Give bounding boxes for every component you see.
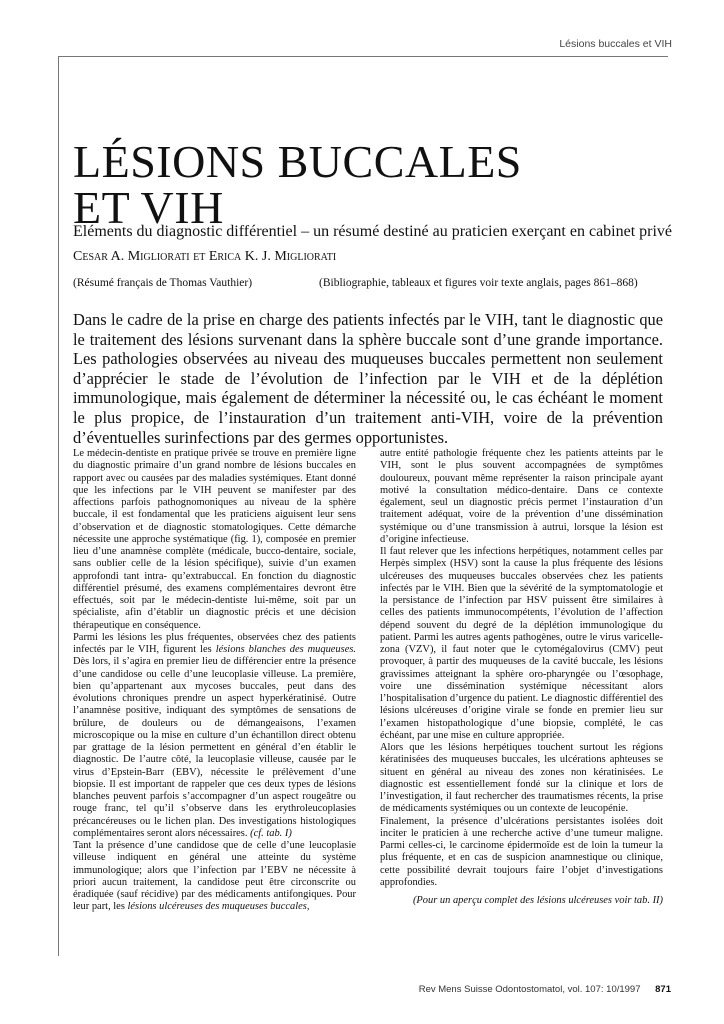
frame-left-rule <box>58 56 59 956</box>
left-p2-table-reference: (cf. tab. I) <box>250 827 292 839</box>
translation-note: (Résumé français de Thomas Vauthier) <box>73 277 253 289</box>
left-p2-text-a: Parmi les lésions les plus fréquentes, observées chez des patients infectés par le VIH, figurent les <box>73 631 356 655</box>
frame-top-rule <box>58 56 668 57</box>
right-paragraph-1: autre entité pathologie fréquente chez les patients atteints par le VIH, sont le plus souvent accompagnées de symptômes douloureux, pouvant même représenter la raison principale ayant motivé la consultation médico-dentaire. Dans ce contexte également, seul un diagnostic précis permet l’instauration d’un traitement adéquat, voire de la prévention d’une dissémination systémique ou d’une transmission à autrui, lorsque la lésion est d’origine infectieuse. <box>380 448 663 545</box>
left-p3-text: Tant la présence d’une candidose que de celle d’une leucoplasie villeuse indiquent en général une atteinte du système immunologique; alors que l’infection par l’EBV ne nécessite à priori aucun traitement, la candidose peut être circonscrite ou éradiquée (sauf récidive) par des médicaments antifongiques. Pour leur part, les <box>73 840 356 913</box>
left-p2-emphasis: lésions blanches des muqueuses. <box>215 644 357 655</box>
body-column-right <box>380 448 663 907</box>
running-head: Lésions buccales et VIH <box>559 38 672 50</box>
lead-paragraph: Dans le cadre de la prise en charge des patients infectés par le VIH, tant le diagnostic que le traitement des lésions survenant dans la sphère buccale sont d’une grande importance. Les pathologies observées au niveau des muqueuses buccales permettent non seulement d’apprécier le stade de l’évolution de l’infection par le VIH et de la déplétion immunologique, mais également de déterminer la nécessité ou, le cas échéant le moment le plus propice, de l’instauration d’un traitement anti-VIH, voire de la prévention d’éventuelles surinfections par des germes opportunistes. <box>73 310 663 447</box>
right-paragraph-2: Il faut relever que les infections herpétiques, notamment celles par Herpès simplex (HSV) sont la cause la plus fréquente des lésions ulcéreuses des muqueuses buccales observées chez les patients infectés par le VIH. Bien que la sévérité de la symptomatologie et la persistance de l’infection par HSV puissent être similaires à celles des patients immunocompétents, l’évolution de l’affection dépend souvent du degré de la déplétion immunologique du patient. Parmi les autres agents pathogènes, outre le virus varicelle-zona (VZV), il faut noter que le cytomégalovirus (CMV) peut provoquer, à partir des muqueuses de la cavité buccale, les lésions gravissimes atteignant la sphère oro-pharyngée ou l’œsophage, voire une dissémination systémique nécessitant alors l’hospitalisation d’urgence du patient. Le diagnostic différentiel des lésions ulcéreuses d’origine virale se fonde en premier lieu sur l’examen histopathologique d’une biopsie, complété, le cas échéant, par une mise en culture appropriée. <box>380 546 663 741</box>
article-notes <box>73 276 663 290</box>
table-reference-caption: (Pour un aperçu complet des lésions ulcéreuses voir tab. II) <box>412 895 663 906</box>
title-line-2: ET VIH <box>73 181 224 233</box>
bibliography-note: (Bibliographie, tableaux et figures voir texte anglais, pages 861–868) <box>319 277 638 289</box>
left-p2-text-b: Dès lors, il s’agira en premier lieu de différencier entre la présence d’une candidose ou celle d’une leucoplasie villeuse. La première, bien qu’appartenant aux mycoses buccales, peut dans des évolutions chroniques prendre un aspect hyperkératinisé. Outre l’anamnèse positive, indiquant des symptômes de sensations de brûlure, de douleurs ou de démangeaisons, l’examen microscopique ou la mise en culture d’un échantillon direct obtenu par grattage de la lésion permettent en général d’en établir le diagnostic. De l’autre côté, la leucoplasie villeuse, causée par le virus d’Epstein-Barr (EBV), nécessite le prélèvement d’une biopsie. Il est important de rappeler que ces deux types de lésions blanches peuvent parfois s’accompagner d’un aspect rougeâtre ou rouge franc, tel qu’il s’observe dans les erythroleucoplasies précancéreuses ou le lichen plan. Des investigations histologiques complémentaires seront alors nécessaires. <box>73 656 356 839</box>
left-paragraph-1: Le médecin-dentiste en pratique privée se trouve en première ligne du diagnostic primaire d’un grand nombre de lésions buccales en rapport avec ou causées par des maladies systémiques. Etant donné que les infections par le VIH peuvent se manifester par des affections parfois pathognomoniques au niveau de la sphère buccale, il est fondamental que les praticiens aiguisent leur sens d’observation et de diagnostic stomatologiques. Cette démarche nécessite une approche systématique (fig. 1), composée en premier lieu d’une anamnèse complète (médicale, bucco-dentaire, sociale, sans oublier celle de la lésion spécifique), suivie d’un examen approfondi tant intra- qu’extrabuccal. En fonction du diagnostic différentiel présumé, des examens complémentaires devront être effectués, soit par le médecin-dentiste lui-même, soit par un spécialiste, afin d’établir un diagnostic précis et une décision thérapeutique en conséquence. <box>73 448 356 631</box>
article-subtitle: Eléments du diagnostic différentiel – un résumé destiné au praticien exerçant en cabinet privé <box>73 223 673 240</box>
left-paragraph-3 <box>73 840 356 914</box>
left-p3-emphasis: lésions ulcéreuses des muqueuses buccales, <box>127 901 310 913</box>
left-paragraph-2 <box>73 632 356 840</box>
title-line-1: LÉSIONS BUCCALES <box>73 135 522 187</box>
page-footer <box>419 984 671 995</box>
body-column-left <box>73 448 356 914</box>
right-paragraph-3: Alors que les lésions herpétiques touchent surtout les régions kératinisées des muqueuses buccales, les ulcérations aphteuses se situent en général au niveau des zones non kératinisées. Le diagnostic est essentiellement fondé sur la clinique et lors de l’investigation, il faut rechercher des traumatismes récents, la prise de médicaments systémiques ou un contexte de leucopénie. <box>380 742 663 815</box>
right-paragraph-4: Finalement, la présence d’ulcérations persistantes isolées doit inciter le praticien à une recherche active d’une tumeur maligne. Parmi celles-ci, le carcinome épidermoïde est de loin la tumeur la plus fréquente, et en cas de suspicion anamnestique ou clinique, cette possibilité devrait toujours faire l’objet d’investigations approfondies. <box>380 815 663 888</box>
article-authors: Cesar A. Migliorati et Erica K. J. Migliorati <box>73 249 337 264</box>
page-number: 871 <box>655 984 671 995</box>
journal-citation: Rev Mens Suisse Odontostomatol, vol. 107: 10/1997 <box>418 984 641 995</box>
